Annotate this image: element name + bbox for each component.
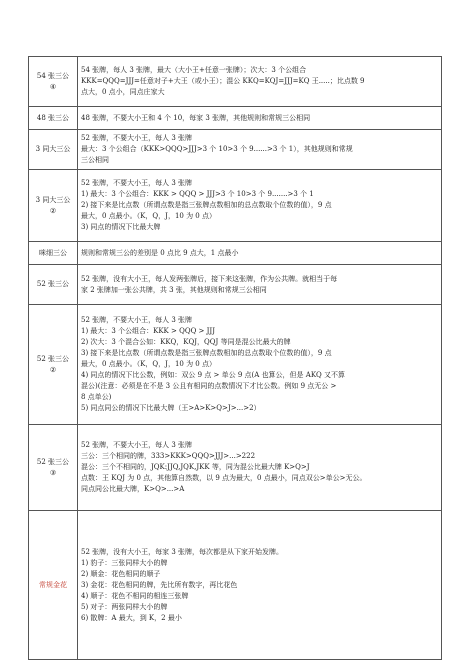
table-row xyxy=(29,305,442,425)
game-name-text: 48 张三公 xyxy=(36,113,70,122)
rule-line: 52 张牌，不要大小王，每人 3 张牌 xyxy=(81,441,193,449)
table-row xyxy=(29,170,442,242)
rule-line: 52 张牌，没有大小王，每家 3 张牌，每次都是从下家开始发牌。 xyxy=(81,547,284,556)
rule-line: 5) 同点同公的情况下比最大牌（王>A>K>Q>J>...>2） xyxy=(81,404,261,412)
game-name-cell xyxy=(29,511,78,660)
rule-line: 3) 金花：花色相同的牌，先比所有数字，再比花色 xyxy=(81,580,238,589)
table-row xyxy=(29,511,442,660)
rule-line: 3) 接下来是比点数（所谓点数是指三张牌点数相加的总点数取个位数的值），9 点 xyxy=(81,349,332,357)
rule-description-cell xyxy=(78,242,442,265)
rule-line: 最大：3 个公组合（KKK>QQQ>JJJ>3 个 10>3 个 9......>3 个 1），其他规则和常规 xyxy=(81,145,353,153)
rule-description-cell xyxy=(78,57,442,107)
game-name-text: 3 同大三公 xyxy=(35,195,71,204)
rule-description-cell xyxy=(78,425,442,511)
rule-line: 5) 对子：两张同样大小的牌 xyxy=(81,602,168,611)
rule-line: 2) 接下来是比点数（所谓点数是指三张牌点数相加的总点数取个位数的值），9 点 xyxy=(81,201,332,209)
rule-line: 混公：三个不相同的，JQK:JJQ,JQK,JKK 等，同为混公比最大牌 K>Q>J xyxy=(81,463,310,471)
game-name-cell xyxy=(29,130,78,170)
game-name-text: ③ xyxy=(49,468,57,477)
game-name-text: 52 张三公 xyxy=(36,457,70,466)
rule-line: 规则和常规三公的差别是 0 点比 9 点大，1 点最小 xyxy=(81,248,239,257)
rule-line: 8 点单公) xyxy=(81,393,112,401)
rule-line: 6) 散牌：A 最大，到 K，2 最小 xyxy=(81,613,182,622)
rule-line: 2) 次大：3 个混合公如：KKQ，KQJ，QQJ 等同是混公比最大的牌 xyxy=(81,338,291,346)
rule-line: 三公：三个相同的牌，333>KKK>QQQ>JJJ>...>222 xyxy=(81,452,256,460)
rule-line: 三公相同 xyxy=(81,156,109,164)
rule-line: 52 张牌，不要大小王，每人 3 张牌 xyxy=(81,134,193,142)
rule-line: 52 张牌，不要大小王，每人 3 张牌 xyxy=(81,316,193,324)
rules-table xyxy=(28,56,442,660)
game-name-text: 咪细三公 xyxy=(39,248,67,257)
rule-line: 点大，0 点小，同点庄家大 xyxy=(81,88,165,96)
game-name-text: ② xyxy=(49,206,57,215)
rule-description-cell xyxy=(78,265,442,305)
rule-description-cell xyxy=(78,130,442,170)
game-name-text: 54 张三公 xyxy=(36,71,70,80)
rule-line: 48 张牌，不要大小王和 4 个 10，每家 3 张牌，其他规则和常规三公相同 xyxy=(81,113,311,122)
rule-description-cell xyxy=(78,170,442,242)
game-name-cell xyxy=(29,265,78,305)
game-name-cell xyxy=(29,242,78,265)
rule-line: 54 张牌，每人 3 张牌，最大（大小王+任意一张牌）；次大：3 个公组合 xyxy=(81,66,307,74)
rule-line: 2) 顺金：花色相同的顺子 xyxy=(81,569,161,578)
rule-line: 最大，0 点最小。（K，Q，J，10 为 0 点） xyxy=(81,212,216,220)
rule-line: 3) 同点的情况下比最大牌 xyxy=(81,223,161,231)
table-row xyxy=(29,57,442,107)
table-row xyxy=(29,425,442,511)
game-name-cell xyxy=(29,57,78,107)
rule-line: 1) 豹子：三张同样大小的牌 xyxy=(81,558,168,567)
rule-line: 混公)(注意：必须是在不是 3 公且有相同的点数情况下才比公数。例如 9 点无公 > xyxy=(81,382,337,390)
rule-description-cell xyxy=(78,511,442,660)
game-name-text: ④ xyxy=(49,82,57,91)
rule-line: 52 张牌，没有大小王，每人发两张牌后，接下来这张牌，作为公共牌。就相当于每 xyxy=(81,274,338,283)
table-row xyxy=(29,265,442,305)
rule-line: 4) 顺子：花色不相同的相连三张牌 xyxy=(81,591,189,600)
game-name-text: ② xyxy=(49,365,57,374)
rules-table-body xyxy=(29,57,442,660)
game-name-text: 常规金花 xyxy=(39,580,67,589)
game-name-text: 52 张三公 xyxy=(36,354,70,363)
rule-line: 1) 最大：3 个公组合：KKK > QQQ > JJJ xyxy=(81,327,216,335)
rule-line: 52 张牌，不要大小王，每人 3 张牌 xyxy=(81,179,193,187)
rule-description-cell xyxy=(78,107,442,130)
game-name-cell xyxy=(29,305,78,425)
table-row xyxy=(29,242,442,265)
game-name-text: 52 张三公 xyxy=(36,280,70,288)
game-name-text: 3 同大三公 xyxy=(35,145,71,153)
game-name-cell xyxy=(29,107,78,130)
rule-line: 点数：王 KQJ 为 0 点，其他算自然数，以 9 点为最大，0 点最小，同点双公>单公>无公。 xyxy=(81,474,367,482)
rule-line: 同点同公比最大牌，K>Q>...>A xyxy=(81,485,185,493)
rule-line: 4) 同点的情况下比公数，例如：双公 9 点 > 单公 9 点(A 也算公，但是 AKQ 又不算 xyxy=(81,371,346,379)
rule-line: 家 2 张牌加一张公共牌，共 3 张，其他规则和常规三公相同 xyxy=(81,285,267,294)
table-row xyxy=(29,107,442,130)
rule-line: KKK=QQQ=JJJ=任意对子+大王（或小王）；混公 KKQ=KQJ=JJJ=KQ 王.....；比点数 9 xyxy=(81,77,365,85)
table-row xyxy=(29,130,442,170)
game-name-cell xyxy=(29,170,78,242)
document-page xyxy=(28,56,442,660)
game-name-cell xyxy=(29,425,78,511)
rule-description-cell xyxy=(78,305,442,425)
rule-line: 1) 最大：3 个公组合：KKK > QQQ > JJJ>3 个 10>3 个 9.......>3 个 1 xyxy=(81,190,314,198)
rule-line: 最大，0 点最小。（K，Q，J，10 为 0 点） xyxy=(81,360,216,368)
